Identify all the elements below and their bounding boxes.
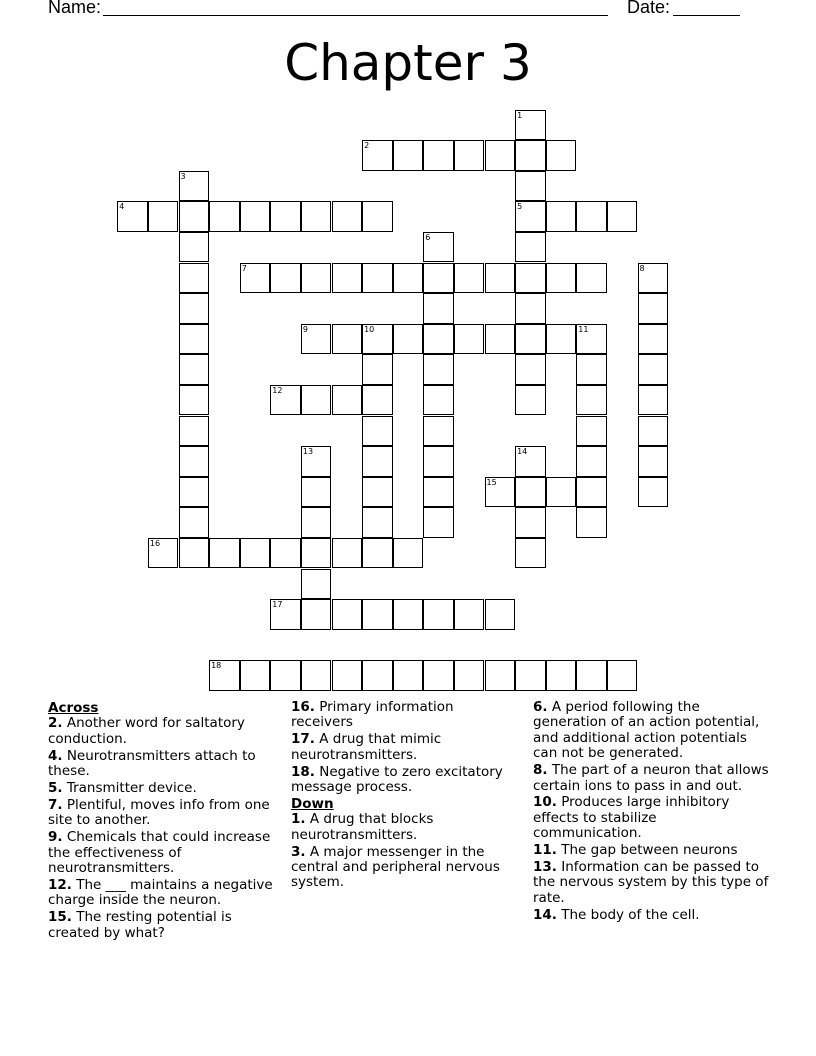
grid-cell[interactable] xyxy=(362,140,393,171)
grid-cell[interactable] xyxy=(270,385,301,416)
grid-cell[interactable] xyxy=(393,538,424,569)
grid-cell[interactable] xyxy=(393,324,424,355)
grid-cell[interactable] xyxy=(362,263,393,294)
grid-cell[interactable] xyxy=(362,416,393,447)
grid-cell[interactable] xyxy=(638,385,669,416)
grid-cell[interactable] xyxy=(209,201,240,232)
down-heading: Down xyxy=(291,795,334,812)
grid-cell[interactable] xyxy=(301,446,332,477)
grid-cell[interactable] xyxy=(638,354,669,385)
grid-cell[interactable] xyxy=(454,140,485,171)
grid-cell[interactable] xyxy=(362,324,393,355)
clue-across: 7. Plentiful, moves info from one site to another. xyxy=(48,796,270,829)
grid-cell[interactable] xyxy=(515,293,546,324)
grid-cell[interactable] xyxy=(576,385,607,416)
grid-cell[interactable] xyxy=(270,599,301,630)
grid-cell[interactable] xyxy=(576,263,607,294)
grid-cell[interactable] xyxy=(301,477,332,508)
grid-cell[interactable] xyxy=(638,416,669,447)
clue-down: 8. The part of a neuron that allows certain ions to pass in and out. xyxy=(533,762,769,794)
grid-cell[interactable] xyxy=(485,140,516,171)
grid-cell[interactable] xyxy=(576,477,607,508)
grid-cell[interactable] xyxy=(423,477,454,508)
grid-cell[interactable] xyxy=(546,140,577,171)
grid-cell[interactable] xyxy=(179,446,210,477)
clue-number: 14 xyxy=(517,447,528,457)
grid-cell[interactable] xyxy=(148,201,179,232)
grid-cell[interactable] xyxy=(515,660,546,691)
clue-across: 5. Transmitter device. xyxy=(48,780,197,797)
grid-cell[interactable] xyxy=(515,201,546,232)
grid-cell[interactable] xyxy=(423,416,454,447)
clue-down: 13. Information can be passed to the nervous system by this type of rate. xyxy=(533,859,769,906)
grid-cell[interactable] xyxy=(546,477,577,508)
clue-across: 16. Primary information receivers xyxy=(291,699,454,731)
clue-across: 15. The resting potential is created by what? xyxy=(48,909,232,941)
page-title: Chapter 3 xyxy=(284,34,532,92)
grid-cell[interactable] xyxy=(515,110,546,141)
grid-cell[interactable] xyxy=(301,263,332,294)
grid-cell[interactable] xyxy=(209,660,240,691)
grid-cell[interactable] xyxy=(607,660,638,691)
grid-cell[interactable] xyxy=(179,385,210,416)
grid-cell[interactable] xyxy=(393,660,424,691)
clue-number: 17 xyxy=(272,600,283,610)
grid-cell[interactable] xyxy=(393,263,424,294)
grid-cell[interactable] xyxy=(332,599,363,630)
clue-number: 2 xyxy=(364,141,370,151)
clue-number: 3 xyxy=(180,171,186,181)
grid-cell[interactable] xyxy=(301,569,332,600)
grid-cell[interactable] xyxy=(515,171,546,202)
grid-cell[interactable] xyxy=(148,538,179,569)
grid-cell[interactable] xyxy=(576,507,607,538)
clue-down: 14. The body of the cell. xyxy=(533,906,700,923)
grid-cell[interactable] xyxy=(515,354,546,385)
grid-cell[interactable] xyxy=(454,599,485,630)
clue-number: 16 xyxy=(149,538,161,548)
clue-number: 13 xyxy=(302,447,314,457)
clue-down: 11. The gap between neurons xyxy=(533,842,738,859)
grid-cell[interactable] xyxy=(423,263,454,294)
grid-cell[interactable] xyxy=(423,354,454,385)
grid-cell[interactable] xyxy=(423,293,454,324)
grid-cell[interactable] xyxy=(179,538,210,569)
grid-cell[interactable] xyxy=(454,324,485,355)
clue-down: 3. A major messenger in the central and peripheral nervous system. xyxy=(291,843,500,891)
grid-cell[interactable] xyxy=(179,171,210,202)
grid-cell[interactable] xyxy=(515,232,546,263)
clue-across: 9. Chemicals that could increase the effectiveness of neurotransmitters. xyxy=(48,829,271,877)
grid-cell[interactable] xyxy=(423,599,454,630)
grid-cell[interactable] xyxy=(362,354,393,385)
grid-cell[interactable] xyxy=(209,538,240,569)
grid-cell[interactable] xyxy=(270,660,301,691)
grid-cell[interactable] xyxy=(515,477,546,508)
grid-cell[interactable] xyxy=(485,477,516,508)
grid-cell[interactable] xyxy=(638,263,669,294)
grid-cell[interactable] xyxy=(301,201,332,232)
clue-across: 12. The ___ maintains a negative charge inside the neuron. xyxy=(48,876,273,909)
grid-cell[interactable] xyxy=(423,232,454,263)
grid-cell[interactable] xyxy=(332,201,363,232)
grid-cell[interactable] xyxy=(362,507,393,538)
grid-cell[interactable] xyxy=(423,140,454,171)
grid-cell[interactable] xyxy=(485,263,516,294)
grid-cell[interactable] xyxy=(423,324,454,355)
grid-cell[interactable] xyxy=(240,660,271,691)
grid-cell[interactable] xyxy=(240,263,271,294)
grid-cell[interactable] xyxy=(423,507,454,538)
grid-cell[interactable] xyxy=(301,660,332,691)
clue-number: 9 xyxy=(302,324,308,334)
grid-cell[interactable] xyxy=(393,140,424,171)
clue-number: 15 xyxy=(486,477,497,487)
clue-number: 12 xyxy=(272,385,283,395)
grid-cell[interactable] xyxy=(332,538,363,569)
grid-cell[interactable] xyxy=(362,538,393,569)
grid-cell[interactable] xyxy=(362,201,393,232)
grid-cell[interactable] xyxy=(638,293,669,324)
grid-cell[interactable] xyxy=(270,538,301,569)
grid-cell[interactable] xyxy=(179,354,210,385)
grid-cell[interactable] xyxy=(485,660,516,691)
grid-cell[interactable] xyxy=(546,660,577,691)
grid-cell[interactable] xyxy=(576,416,607,447)
grid-cell[interactable] xyxy=(576,324,607,355)
grid-cell[interactable] xyxy=(423,660,454,691)
grid-cell[interactable] xyxy=(638,324,669,355)
clue-down: 1. A drug that blocks neurotransmitters. xyxy=(291,811,434,843)
clue-number: 8 xyxy=(639,263,645,273)
clue-number: 5 xyxy=(517,202,523,212)
grid-cell[interactable] xyxy=(515,446,546,477)
clue-across: 2. Another word for saltatory conduction. xyxy=(48,715,245,747)
grid-cell[interactable] xyxy=(485,599,516,630)
grid-cell[interactable] xyxy=(332,263,363,294)
grid-cell[interactable] xyxy=(423,385,454,416)
grid-cell[interactable] xyxy=(179,232,210,263)
clue-number: 18 xyxy=(211,661,222,671)
grid-cell[interactable] xyxy=(301,324,332,355)
grid-cell[interactable] xyxy=(117,201,148,232)
clue-number: 10 xyxy=(364,324,375,334)
grid-cell[interactable] xyxy=(546,263,577,294)
clue-number: 11 xyxy=(578,324,589,334)
grid-cell[interactable] xyxy=(179,263,210,294)
grid-cell[interactable] xyxy=(515,385,546,416)
grid-cell[interactable] xyxy=(332,385,363,416)
grid-cell[interactable] xyxy=(362,385,393,416)
grid-cell[interactable] xyxy=(179,477,210,508)
clue-across: 4. Neurotransmitters attach to these. xyxy=(48,747,256,780)
grid-cell[interactable] xyxy=(301,507,332,538)
grid-cell[interactable] xyxy=(270,201,301,232)
grid-cell[interactable] xyxy=(179,201,210,232)
grid-cell[interactable] xyxy=(362,599,393,630)
grid-cell[interactable] xyxy=(576,354,607,385)
grid-cell[interactable] xyxy=(332,660,363,691)
grid-cell[interactable] xyxy=(638,477,669,508)
grid-cell[interactable] xyxy=(301,538,332,569)
clue-number: 1 xyxy=(517,110,523,120)
grid-cell[interactable] xyxy=(515,263,546,294)
grid-cell[interactable] xyxy=(393,599,424,630)
grid-cell[interactable] xyxy=(638,446,669,477)
grid-cell[interactable] xyxy=(515,140,546,171)
grid-cell[interactable] xyxy=(240,538,271,569)
grid-cell[interactable] xyxy=(546,201,577,232)
grid-cell[interactable] xyxy=(362,660,393,691)
grid-cell[interactable] xyxy=(362,446,393,477)
grid-cell[interactable] xyxy=(179,507,210,538)
grid-cell[interactable] xyxy=(362,477,393,508)
grid-cell[interactable] xyxy=(423,446,454,477)
date-label: Date: xyxy=(627,0,671,17)
grid-cell[interactable] xyxy=(576,446,607,477)
across-heading: Across xyxy=(48,700,99,716)
clue-number: 4 xyxy=(119,202,125,212)
clue-down: 10. Produces large inhibitory effects to stabilize communication. xyxy=(533,794,730,842)
grid-cell[interactable] xyxy=(576,201,607,232)
grid-cell[interactable] xyxy=(515,538,546,569)
name-label: Name: xyxy=(48,0,102,17)
grid-cell[interactable] xyxy=(454,660,485,691)
clue-across: 17. A drug that mimic neurotransmitters. xyxy=(291,731,442,763)
clue-number: 7 xyxy=(241,263,247,273)
grid-cell[interactable] xyxy=(515,507,546,538)
grid-cell[interactable] xyxy=(179,293,210,324)
grid-cell[interactable] xyxy=(179,416,210,447)
grid-cell[interactable] xyxy=(270,263,301,294)
clue-across: 18. Negative to zero excitatory message process. xyxy=(291,763,503,796)
clue-down: 6. A period following the generation of an action potential, and additional action potentials can not be generated. xyxy=(533,699,760,762)
grid-cell[interactable] xyxy=(454,263,485,294)
clue-column-3 xyxy=(533,700,769,925)
grid-cell[interactable] xyxy=(301,599,332,630)
grid-cell[interactable] xyxy=(179,324,210,355)
grid-cell[interactable] xyxy=(240,201,271,232)
grid-cell[interactable] xyxy=(515,324,546,355)
clue-number: 6 xyxy=(425,232,431,242)
grid-cell[interactable] xyxy=(576,660,607,691)
grid-cell[interactable] xyxy=(332,324,363,355)
grid-cell[interactable] xyxy=(607,201,638,232)
grid-cell[interactable] xyxy=(301,385,332,416)
grid-cell[interactable] xyxy=(485,324,516,355)
clue-column-1 xyxy=(48,700,273,943)
clue-column-2 xyxy=(291,700,513,892)
grid-cell[interactable] xyxy=(546,324,577,355)
